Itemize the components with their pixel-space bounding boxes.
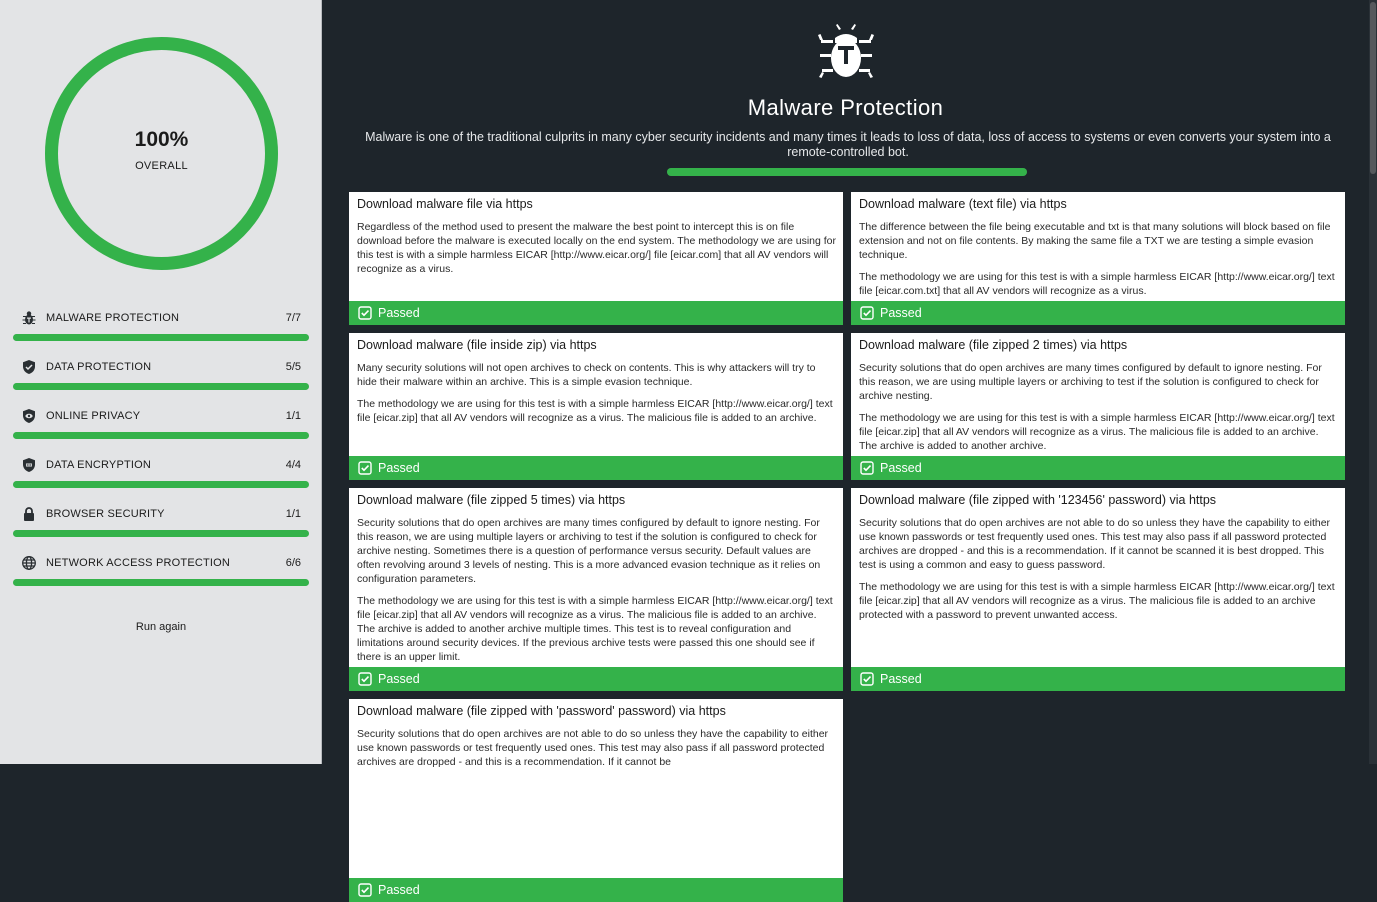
- category-count: 1/1: [285, 410, 301, 422]
- card-paragraph: The methodology we are using for this test is with a simple harmless EICAR [http://www.eicar.org/] text file [eicar.zip] that all AV vendors will recognize as a virus. The malicious file is added to an archive. The archive is added to another archive.: [859, 412, 1335, 452]
- category-name: NETWORK ACCESS PROTECTION: [46, 557, 231, 569]
- category-name: BROWSER SECURITY: [46, 508, 165, 520]
- category-list: [13, 304, 309, 598]
- card-status-bar: [349, 667, 843, 691]
- card-status-label: Passed: [880, 672, 922, 686]
- overall-score-text: [43, 35, 280, 272]
- check-square-icon: [860, 306, 874, 320]
- card-status-bar: [349, 878, 843, 902]
- category-data-encryption[interactable]: [13, 451, 309, 500]
- card-status-bar: [349, 456, 843, 480]
- category-progress-bar: [13, 579, 309, 586]
- category-name: DATA PROTECTION: [46, 361, 152, 373]
- card-paragraph: Security solutions that do open archives are many times configured by default to ignore nesting. For this reason, we are using multiple layers or archiving to test if the solution is configured to check for archive nesting. Sometimes there is a question of performance versus security. Default values are often revolving around 3 levels of nesting. This is a more advanced evasion technique as it relies on configuration parameters.: [357, 517, 821, 585]
- section-progress-bar: [667, 168, 1027, 176]
- card-body: [357, 220, 837, 284]
- card-status-label: Passed: [378, 672, 420, 686]
- category-count: 7/7: [285, 312, 301, 324]
- category-progress-fill: [13, 432, 309, 439]
- category-online-privacy[interactable]: [13, 402, 309, 451]
- card-title: Download malware file via https: [357, 197, 533, 211]
- category-network-access-protection[interactable]: [13, 549, 309, 598]
- card-paragraph: The methodology we are using for this test is with a simple harmless EICAR [http://www.eicar.org/] text file [eicar.zip] that all AV vendors will recognize as a virus. The malicious file is added to an archive protected with a password to prevent unwanted access.: [859, 581, 1335, 621]
- main-panel: [322, 0, 1369, 897]
- check-square-icon: [358, 672, 372, 686]
- category-browser-security[interactable]: [13, 500, 309, 549]
- page-description: Malware is one of the traditional culprits in many cyber security incidents and many times it leads to loss of data, loss of access to systems or even converts your system into a remote-controlled bot.: [365, 130, 1331, 159]
- card-status-bar: [851, 667, 1345, 691]
- category-progress-fill: [13, 530, 309, 537]
- overall-score-ring: [43, 35, 280, 272]
- category-name: MALWARE PROTECTION: [46, 312, 180, 324]
- card-status-label: Passed: [880, 306, 922, 320]
- category-progress-bar: [13, 432, 309, 439]
- card-body: [357, 516, 837, 672]
- category-progress-bar: [13, 530, 309, 537]
- card-status-bar: [851, 301, 1345, 325]
- category-count: 6/6: [285, 557, 301, 569]
- test-card: [349, 699, 843, 902]
- card-status-bar: [851, 456, 1345, 480]
- category-progress-fill: [13, 383, 309, 390]
- category-count: 4/4: [285, 459, 301, 471]
- card-status-bar: [349, 301, 843, 325]
- overall-label: OVERALL: [135, 159, 188, 172]
- card-paragraph: The methodology we are using for this test is with a simple harmless EICAR [http://www.eicar.org/] text file [eicar.zip] that all AV vendors will recognize as a virus. The malicious file is added to an archive.: [357, 398, 833, 424]
- card-title: Download malware (text file) via https: [859, 197, 1067, 211]
- test-card: [349, 488, 843, 691]
- category-progress-fill: [13, 579, 309, 586]
- check-square-icon: [358, 883, 372, 897]
- section-progress-fill: [667, 168, 1027, 176]
- card-title: Download malware (file zipped with '123456' password) via https: [859, 493, 1217, 507]
- bug-icon: [20, 309, 38, 327]
- category-count: 1/1: [285, 508, 301, 520]
- card-title: Download malware (file inside zip) via https: [357, 338, 597, 352]
- card-paragraph: The methodology we are using for this test is with a simple harmless EICAR [http://www.eicar.org/] text file [eicar.com.txt] that all AV vendors will recognize as a virus.: [859, 271, 1335, 297]
- page-title: Malware Protection: [747, 95, 944, 120]
- category-count: 5/5: [285, 361, 301, 373]
- category-progress-fill: [13, 334, 309, 341]
- card-body: [859, 220, 1339, 306]
- card-paragraph: Security solutions that do open archives are not able to do so unless they have the capability to either use known passwords or test frequently used ones. This test may also pass if all password protected archives are dropped - and this is a recommendation. If it cannot be: [357, 728, 829, 768]
- card-body: [859, 516, 1339, 630]
- card-title: Download malware (file zipped 5 times) via https: [357, 493, 626, 507]
- check-square-icon: [358, 306, 372, 320]
- card-paragraph: Security solutions that do open archives are many times configured by default to ignore nesting. For this reason, we are using multiple layers or archiving to test if the solution is configured to check for archive nesting.: [859, 362, 1322, 402]
- card-paragraph: The methodology we are using for this test is with a simple harmless EICAR [http://www.eicar.org/] text file [eicar.zip] that all AV vendors will recognize as a virus. The malicious file is added to an archive. The archive is added to another archive multiple times. This test is to reveal configuration and limitations around security devices. If the previous archive tests were passed this one should see if there is an upper limit.: [357, 595, 833, 663]
- category-progress-bar: [13, 334, 309, 341]
- category-data-protection[interactable]: [13, 353, 309, 402]
- category-progress-fill: [13, 481, 309, 488]
- sidebar: [0, 0, 322, 764]
- category-progress-bar: [13, 383, 309, 390]
- globe-icon: [20, 554, 38, 572]
- run-again-button[interactable]: Run again: [135, 621, 187, 633]
- lock-icon: [20, 505, 38, 523]
- card-body: [357, 727, 837, 777]
- encryption-shield-icon: [20, 456, 38, 474]
- scrollbar-thumb[interactable]: [1370, 2, 1376, 174]
- test-card: [851, 488, 1345, 691]
- card-paragraph: Regardless of the method used to present the malware the best point to intercept this is on file download before the malware is executed locally on the end system. The methodology we are using for this test is with a simple harmless EICAR [http://www.eicar.org/] file [eicar.com] that all AV vendors will recognize as a virus.: [357, 221, 836, 275]
- card-status-label: Passed: [378, 461, 420, 475]
- check-square-icon: [358, 461, 372, 475]
- category-progress-bar: [13, 481, 309, 488]
- eye-shield-icon: [20, 407, 38, 425]
- card-status-label: Passed: [378, 883, 420, 897]
- category-name: ONLINE PRIVACY: [46, 410, 141, 422]
- check-square-icon: [860, 461, 874, 475]
- shield-check-icon: [20, 358, 38, 376]
- card-title: Download malware (file zipped with 'password' password) via https: [357, 704, 726, 718]
- card-status-label: Passed: [378, 306, 420, 320]
- test-card: [349, 192, 843, 325]
- card-paragraph: Many security solutions will not open archives to check on contents. This is why attackers will try to hide their malware within an archive. This is a simple evasion technique.: [357, 362, 816, 388]
- scrollbar[interactable]: [1369, 0, 1377, 764]
- test-card: [349, 333, 843, 480]
- test-card: [851, 333, 1345, 480]
- card-paragraph: The difference between the file being executable and txt is that many solutions will block based on file extension and not on file contents. By making the same file a TXT we are testing a simple evasion technique.: [859, 221, 1331, 261]
- card-body: [357, 361, 837, 433]
- card-body: [859, 361, 1339, 461]
- card-title: Download malware (file zipped 2 times) via https: [859, 338, 1128, 352]
- check-square-icon: [860, 672, 874, 686]
- category-name: DATA ENCRYPTION: [46, 459, 152, 471]
- overall-percent: 100%: [134, 127, 189, 151]
- category-malware-protection[interactable]: [13, 304, 309, 353]
- card-status-label: Passed: [880, 461, 922, 475]
- bug-icon: [818, 24, 874, 78]
- test-card: [851, 192, 1345, 325]
- card-paragraph: Security solutions that do open archives are not able to do so unless they have the capability to either use known passwords or test frequently used ones. This test may also pass if all password protected archives are dropped - and this is a recommendation. If it cannot be scanned it is best dropped. This test is using a common and easy to guess password.: [859, 517, 1331, 571]
